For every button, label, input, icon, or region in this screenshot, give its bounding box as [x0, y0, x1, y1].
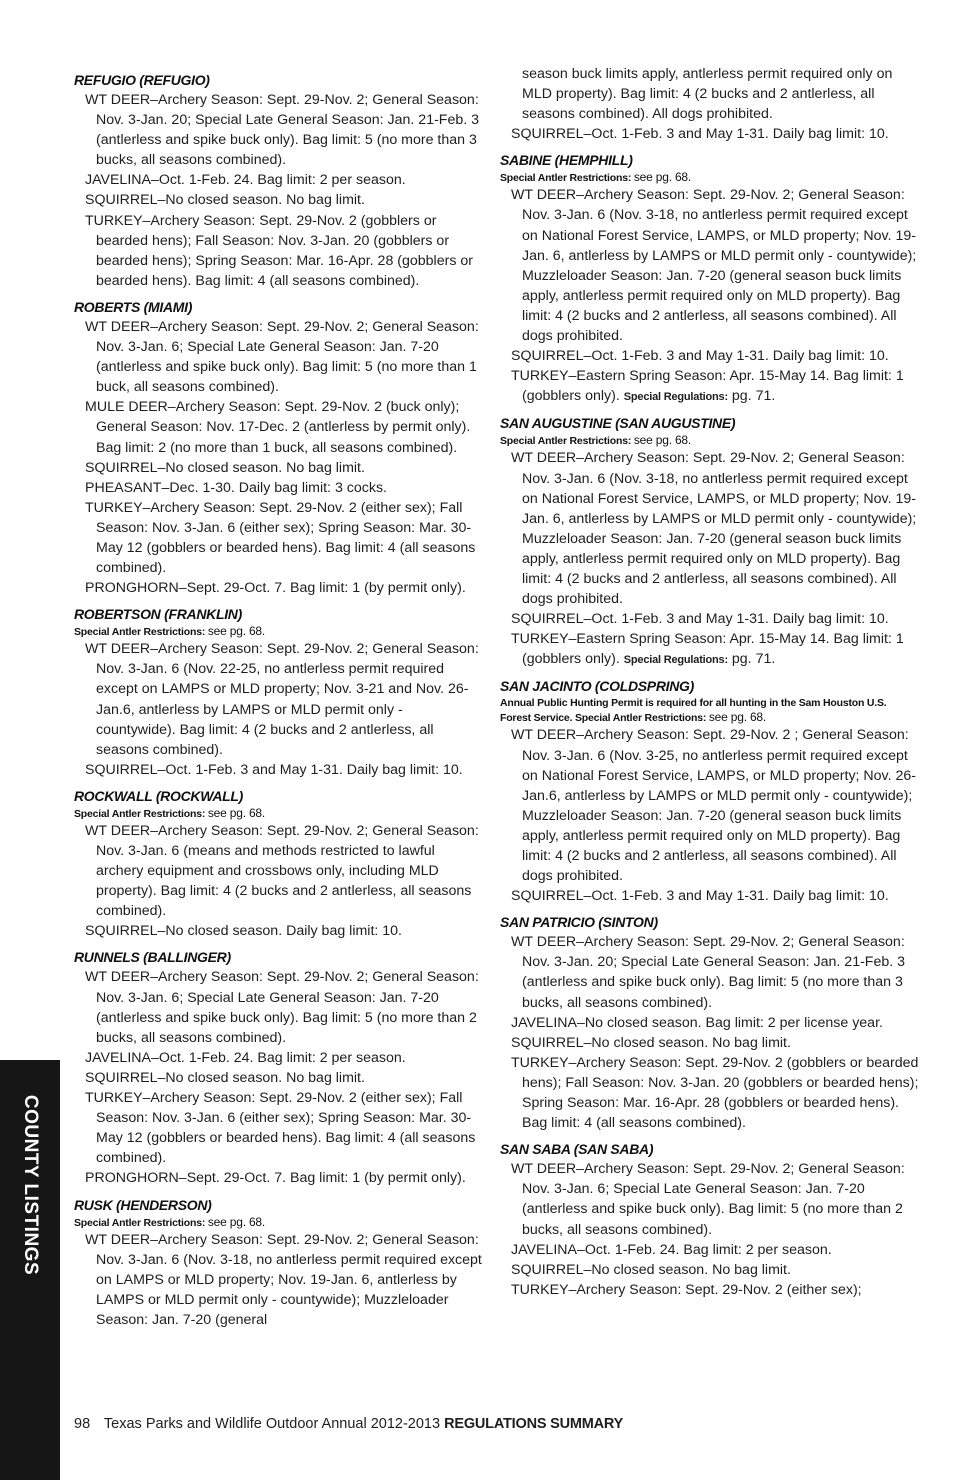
page-number: 98 [74, 1416, 91, 1432]
continued-entry: SQUIRREL–Oct. 1-Feb. 3 and May 1-31. Daily bag limit: 10. [511, 126, 889, 143]
regulation-entry [500, 1159, 920, 1239]
regulation-text: WT DEER–Archery Season: Sept. 29-Nov. 2; General Season: Nov. 3-Jan. 6; Special Late General Season: Jan. 7-20 (antlerless and spike buck only). Bag limit: 5 (no more than 2 bucks, all seasons combined). [511, 1161, 905, 1238]
regulation-text: PHEASANT–Dec. 1-30. Daily bag limit: 3 cocks. [85, 479, 387, 496]
regulation-text: WT DEER–Archery Season: Sept. 29-Nov. 2; General Season: Nov. 3-Jan. 6; Special Late General Season: Jan. 7-20 (antlerless and spike buck only). Bag limit: 5 (no more than 2 bucks, all seasons combined). [85, 969, 479, 1046]
county-name: SABINE (HEMPHILL) [500, 152, 633, 169]
county-block [74, 1195, 484, 1330]
regulation-entry [74, 397, 484, 457]
note-label: Special Antler Restrictions: [74, 1216, 206, 1229]
note-reference: see pg. 68. [633, 433, 692, 448]
county-note [74, 806, 484, 821]
county-note [500, 433, 920, 448]
regulation-entry [500, 629, 920, 670]
regulation-entry [500, 932, 920, 1012]
county-name: REFUGIO (REFUGIO) [74, 72, 210, 88]
county-block [500, 912, 920, 1133]
regulation-text: TURKEY–Archery Season: Sept. 29-Nov. 2 (either sex); Fall Season: Nov. 3-Jan. 6 (either sex); Spring Season: Mar. 30-May 12 (gobblers or bearded hens). Bag limit: 4 (all seasons combined). [85, 499, 476, 577]
regulation-entry [74, 1168, 484, 1188]
county-name: SAN SABA (SAN SABA) [500, 1141, 654, 1158]
regulation-text: WT DEER–Archery Season: Sept. 29-Nov. 2; General Season: Nov. 3-Jan. 6; Special Late General Season: Jan. 7-20 (antlerless and spike buck only). Bag limit: 5 (no more than 1 buck, all seasons combined). [85, 318, 479, 396]
county-name: ROCKWALL (ROCKWALL) [74, 787, 244, 804]
regulation-entry [500, 185, 920, 346]
regulation-text: JAVELINA–Oct. 1-Feb. 24. Bag limit: 2 per season. [511, 1241, 832, 1258]
regulation-text: SQUIRREL–No closed season. No bag limit. [85, 459, 365, 476]
note-reference: see pg. 68. [708, 710, 767, 725]
county-name: ROBERTSON (FRANKLIN) [74, 606, 242, 623]
regulation-entry [74, 170, 484, 190]
county-block [500, 1139, 920, 1300]
note-label: Special Antler Restrictions: [74, 807, 206, 820]
page-footer [74, 1416, 623, 1432]
county-block [74, 786, 484, 942]
regulation-text: PRONGHORN–Sept. 29-Oct. 7. Bag limit: 1 (by permit only). [85, 1170, 466, 1187]
regulation-entry [500, 366, 920, 407]
regulation-text: SQUIRREL–No closed season. No bag limit. [511, 1034, 791, 1051]
regulation-text: SQUIRREL–Oct. 1-Feb. 3 and May 1-31. Daily bag limit: 10. [511, 611, 889, 628]
county-name: RUNNELS (BALLINGER) [74, 949, 231, 966]
county-name: RUSK (HENDERSON) [74, 1196, 212, 1213]
regulation-text: TURKEY–Archery Season: Sept. 29-Nov. 2 (either sex); Fall Season: Nov. 3-Jan. 6 (either sex); Spring Season: Mar. 30-May 12 (gobblers or bearded hens). Bag limit: 4 (all seasons combined). [85, 1090, 476, 1167]
regulation-entry [500, 1240, 920, 1260]
note-label: Special Antler Restrictions: [74, 626, 206, 639]
county-block [74, 947, 484, 1188]
regulation-entry [74, 639, 484, 760]
regulation-entry [74, 1230, 484, 1330]
regulation-text: SQUIRREL–No closed season. No bag limit. [85, 1069, 365, 1086]
regulation-entry [74, 967, 484, 1047]
county-block [500, 150, 920, 407]
regulation-entry [500, 609, 920, 629]
county-block [74, 297, 484, 598]
regulation-text: MULE DEER–Archery Season: Sept. 29-Nov. 2 (buck only); General Season: Nov. 17-Dec. 2 (antlerless by permit only). Bag limit: 2 (no more than 1 buck, all seasons combined). [85, 399, 471, 456]
regulation-text: WT DEER–Archery Season: Sept. 29-Nov. 2; General Season: Nov. 3-Jan. 6 (Nov. 3-18, no antlerless permit required except on National Forest Service, LAMPS, or MLD property; Nov. 19-Jan. 6, antlerless by LAMPS or MLD permit only - countywide); Muzzleloader Season: Jan. 7-20 (general season buck limits apply, antlerless permit required only on MLD property). Bag limit: 4 (2 bucks and 2 antlerless, all seasons combined). All dogs prohibited. [511, 187, 917, 345]
regulation-entry [74, 821, 484, 921]
regulation-entry [74, 760, 484, 780]
regulation-text: WT DEER–Archery Season: Sept. 29-Nov. 2; General Season: Nov. 3-Jan. 6 (Nov. 3-18, no antlerless permit required except on LAMPS or MLD property; Nov. 19-Jan. 6, antlerless by LAMPS or MLD permit only - countywide); Muzzleloader Season: Jan. 7-20 (general [85, 1231, 482, 1328]
regulation-text: WT DEER–Archery Season: Sept. 29-Nov. 2; General Season: Nov. 3-Jan. 20; Special Late General Season: Jan. 21-Feb. 3 (antlerless and spike buck only). Bag limit: 5 (no more than 3 bucks, all seasons combined). [511, 934, 906, 1011]
right-column [500, 64, 920, 1304]
county-name: SAN JACINTO (COLDSPRING) [500, 678, 694, 695]
regulation-entry [74, 1088, 484, 1168]
regulation-entry [74, 1048, 484, 1068]
regulation-text: WT DEER–Archery Season: Sept. 29-Nov. 2; General Season: Nov. 3-Jan. 6 (means and methods restricted to lawful archery equipment and crossbows only, including MLD property). Bag limit: 4 (2 bucks and 2 antlerless, all seasons combined). [85, 822, 479, 920]
county-note [500, 696, 920, 725]
regulation-entry [74, 1068, 484, 1088]
regulation-entry [500, 1280, 920, 1300]
regulation-text: SQUIRREL–No closed season. Daily bag limit: 10. [85, 923, 402, 940]
regulation-entry [500, 1053, 920, 1133]
regulation-text: SQUIRREL–Oct. 1-Feb. 3 and May 1-31. Daily bag limit: 10. [511, 348, 889, 365]
regulation-text: JAVELINA–No closed season. Bag limit: 2 per license year. [511, 1014, 883, 1031]
regulation-entry [74, 478, 484, 498]
county-block [500, 676, 920, 906]
county-name: ROBERTS (MIAMI) [74, 298, 193, 315]
left-column [74, 64, 484, 1334]
regulation-text: TURKEY–Archery Season: Sept. 29-Nov. 2 (gobblers or bearded hens); Fall Season: Nov. 3-Jan. 20 (gobblers or bearded hens); Spring Season: Mar. 16-Apr. 28 (gobblers or bearded hens). Bag limit: 4 (all seasons combined). [85, 212, 473, 289]
regulation-entry [500, 1260, 920, 1280]
regulation-text: SQUIRREL–Oct. 1-Feb. 3 and May 1-31. Daily bag limit: 10. [511, 888, 889, 905]
regulation-text: JAVELINA–Oct. 1-Feb. 24. Bag limit: 2 per season. [85, 1049, 406, 1066]
special-regulations-label: Special Regulations: [623, 391, 728, 404]
regulation-entry [500, 1013, 920, 1033]
note-reference: see pg. 68. [207, 624, 266, 639]
continued-entry: season buck limits apply, antlerless permit required only on MLD property). Bag limit: 4 (2 bucks and 2 antlerless, all seasons combined). All dogs prohibited. [522, 66, 893, 123]
county-name: SAN AUGUSTINE (SAN AUGUSTINE) [500, 415, 736, 432]
county-name: SAN PATRICIO (SINTON) [500, 914, 658, 931]
regulation-entry [74, 90, 484, 170]
special-regulations-ref: pg. 71. [731, 388, 776, 405]
county-block [74, 70, 484, 291]
regulation-text: WT DEER–Archery Season: Sept. 29-Nov. 2; General Season: Nov. 3-Jan. 20; Special Late General Season: Jan. 21-Feb. 3 (antlerless and spike buck only). Bag limit: 5 (no more than 3 bucks, all seasons combined). [85, 92, 480, 169]
note-label: Special Antler Restrictions: [500, 435, 632, 448]
regulation-entry [74, 578, 484, 598]
county-note [74, 1215, 484, 1230]
county-block [500, 413, 920, 670]
special-regulations-ref: pg. 71. [731, 651, 776, 668]
regulation-entry [74, 211, 484, 291]
regulation-text: TURKEY–Archery Season: Sept. 29-Nov. 2 (gobblers or bearded hens); Fall Season: Nov. 3-Jan. 20 (gobblers or bearded hens); Spring Season: Mar. 16-Apr. 28 (gobblers or bearded hens). Bag limit: 4 (all seasons combined). [511, 1054, 919, 1132]
regulation-entry [74, 190, 484, 210]
regulation-text: TURKEY–Eastern Spring Season: Apr. 15-May 14. Bag limit: 1 (gobblers only). [511, 631, 904, 668]
regulation-text: PRONGHORN–Sept. 29-Oct. 7. Bag limit: 1 (by permit only). [85, 580, 466, 597]
regulation-entry [500, 346, 920, 366]
regulation-entry [500, 725, 920, 886]
special-regulations-label: Special Regulations: [623, 654, 728, 667]
county-note [74, 624, 484, 639]
note-reference: see pg. 68. [207, 805, 266, 820]
regulation-text: TURKEY–Archery Season: Sept. 29-Nov. 2 (either sex); [511, 1281, 862, 1298]
note-label: Special Antler Restrictions: [500, 172, 632, 185]
regulation-text: WT DEER–Archery Season: Sept. 29-Nov. 2; General Season: Nov. 3-Jan. 6 (Nov. 3-18, no antlerless permit required except on National Forest Service, LAMPS, or MLD property; Nov. 19-Jan. 6, antlerless by LAMPS or MLD permit only - countywide); Muzzleloader Season: Jan. 7-20 (general season buck limits apply, antlerless permit required only on MLD property). Bag limit: 4 (2 bucks and 2 antlerless, all seasons combined). All dogs prohibited. [511, 450, 917, 608]
note-reference: see pg. 68. [207, 1214, 266, 1229]
regulation-text: SQUIRREL–No closed season. No bag limit. [511, 1261, 791, 1278]
note-reference: see pg. 68. [633, 170, 692, 185]
section-tab-label: COUNTY LISTINGS [20, 1094, 41, 1276]
regulation-entry [74, 498, 484, 578]
regulation-entry [74, 921, 484, 941]
regulation-text: SQUIRREL–No closed season. No bag limit. [85, 192, 365, 209]
regulation-text: SQUIRREL–Oct. 1-Feb. 3 and May 1-31. Daily bag limit: 10. [85, 761, 463, 778]
regulation-entry [500, 448, 920, 609]
publication-title: Texas Parks and Wildlife Outdoor Annual 2012-2013 [103, 1416, 441, 1432]
county-block [74, 604, 484, 780]
regulation-text: JAVELINA–Oct. 1-Feb. 24. Bag limit: 2 per season. [85, 172, 406, 189]
note-label: Annual Public Hunting Permit is required for all hunting in the Sam Houston U.S. Forest Service. Special Antler Restrictions: [500, 697, 887, 725]
regulation-text: WT DEER–Archery Season: Sept. 29-Nov. 2 ; General Season: Nov. 3-Jan. 6 (Nov. 3-25, no antlerless permit required except on National Forest Service, LAMPS, or MLD property; Nov. 26-Jan.6, antlerless by LAMPS or MLD permit only - countywide); Muzzleloader Season: Jan. 7-20 (general season buck limits apply, antlerless permit required only on MLD property). Bag limit: 4 (2 bucks and 2 antlerless, all seasons combined). All dogs prohibited. [511, 727, 916, 885]
regulation-entry [500, 1033, 920, 1053]
regulation-entry [74, 317, 484, 397]
regulation-text: WT DEER–Archery Season: Sept. 29-Nov. 2; General Season: Nov. 3-Jan. 6 (Nov. 22-25, no antlerless permit required except on LAMPS or MLD property; Nov. 3-21 and Nov. 26-Jan.6, antlerless by LAMPS or MLD permit only - countywide). Bag limit: 4 (2 bucks and 2 antlerless, all seasons combined). [85, 641, 479, 758]
regulation-entry [500, 886, 920, 906]
regulation-text: TURKEY–Eastern Spring Season: Apr. 15-May 14. Bag limit: 1 (gobblers only). [511, 368, 904, 405]
section-title: REGULATIONS SUMMARY [444, 1416, 624, 1432]
county-note [500, 170, 920, 185]
regulation-entry [74, 458, 484, 478]
